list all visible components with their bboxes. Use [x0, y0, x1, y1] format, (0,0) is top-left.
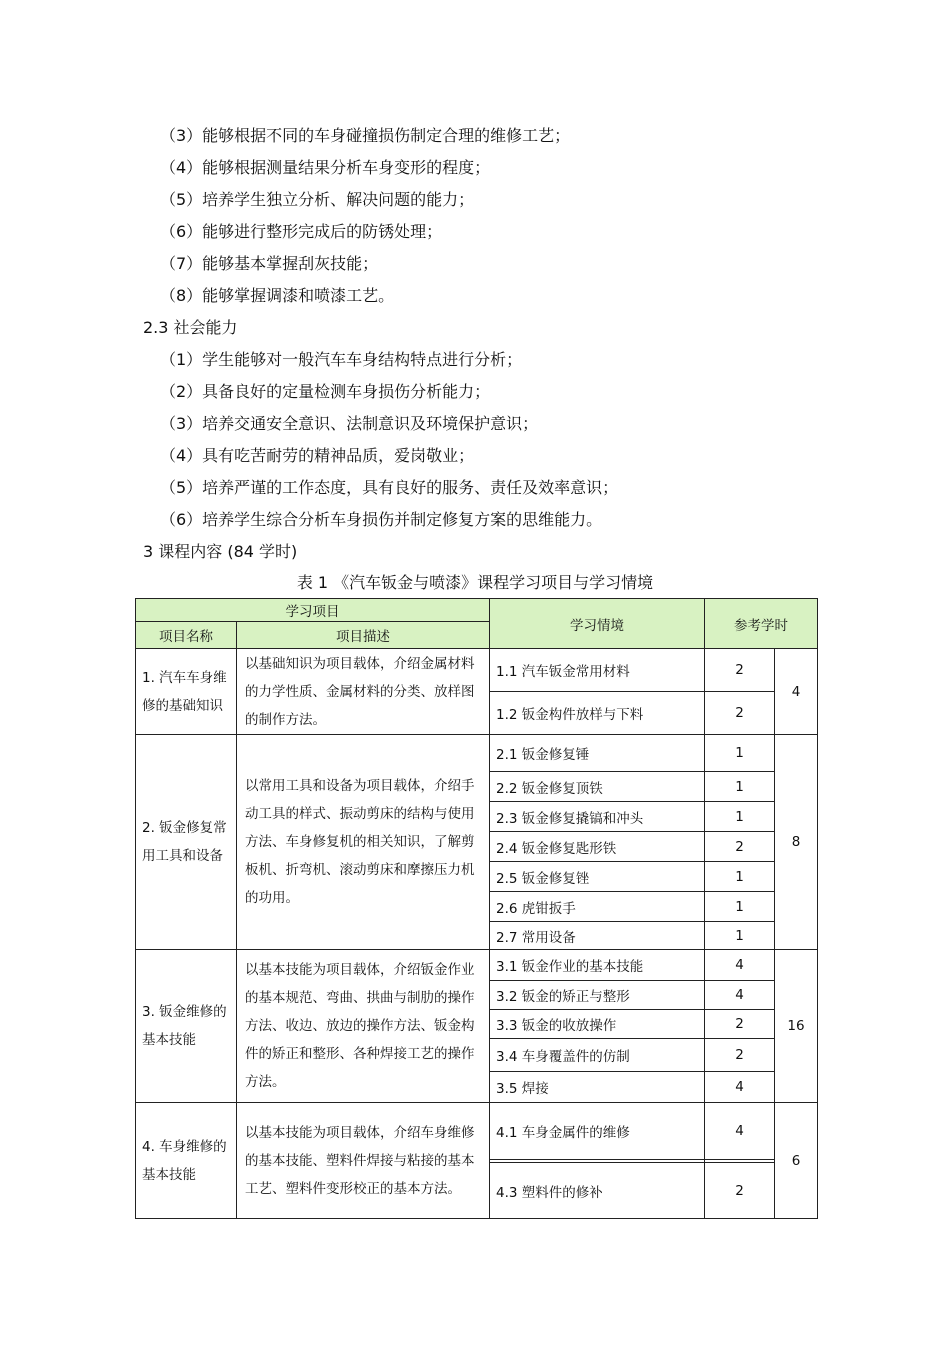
project-description: 以基本技能为项目载体，介绍车身维修的基本技能、塑料件焊接与粘接的基本工艺、塑料件变形校正的基本方法。	[237, 1103, 490, 1219]
table-row	[136, 1103, 818, 1160]
table-row	[136, 735, 818, 772]
situation-cell: 2.6 虎钳扳手	[490, 892, 705, 922]
situation-cell: 1.1 汽车钣金常用材料	[490, 649, 705, 692]
situation-cell: 4.3 塑料件的修补	[490, 1163, 705, 1219]
ability-item: （8）能够掌握调漆和喷漆工艺。	[160, 286, 395, 305]
social-item: （2）具备良好的定量检测车身损伤分析能力；	[160, 382, 491, 401]
project-total-hours: 4	[775, 649, 818, 735]
header-project-description: 项目描述	[237, 622, 490, 649]
section-heading-social: 2.3 社会能力	[143, 318, 238, 337]
section-heading-content: 3 课程内容 (84 学时)	[143, 542, 298, 561]
situation-hours: 2	[705, 1010, 775, 1039]
situation-hours: 4	[705, 1072, 775, 1103]
project-description: 以基础知识为项目载体，介绍金属材料的力学性质、金属材料的分类、放样图的制作方法。	[237, 649, 490, 735]
project-total-hours: 6	[775, 1103, 818, 1219]
project-name: 2. 钣金修复常用工具和设备	[136, 735, 237, 950]
ability-item: （3）能够根据不同的车身碰撞损伤制定合理的维修工艺；	[160, 126, 571, 145]
situation-hours: 1	[705, 922, 775, 950]
table-row	[136, 950, 818, 981]
ability-item: （5）培养学生独立分析、解决问题的能力；	[160, 190, 475, 209]
situation-cell: 3.5 焊接	[490, 1072, 705, 1103]
situation-hours: 4	[705, 981, 775, 1010]
situation-cell: 3.2 钣金的矫正与整形	[490, 981, 705, 1010]
social-item: （5）培养严谨的工作态度，具有良好的服务、责任及效率意识；	[160, 478, 619, 497]
ability-item: （6）能够进行整形完成后的防锈处理；	[160, 222, 443, 241]
situation-hours: 1	[705, 772, 775, 802]
situation-cell: 2.5 钣金修复锉	[490, 862, 705, 892]
situation-hours: 1	[705, 862, 775, 892]
ability-item: （7）能够基本掌握刮灰技能；	[160, 254, 379, 273]
situation-cell: 2.7 常用设备	[490, 922, 705, 950]
situation-hours: 1	[705, 735, 775, 772]
situation-cell: 3.1 钣金作业的基本技能	[490, 950, 705, 981]
header-project-name: 项目名称	[136, 622, 237, 649]
situation-hours: 4	[705, 950, 775, 981]
situation-cell: 3.4 车身覆盖件的仿制	[490, 1039, 705, 1072]
situation-hours: 2	[705, 1039, 775, 1072]
situation-cell: 1.2 钣金构件放样与下料	[490, 692, 705, 735]
situation-cell: 4.1 车身金属件的维修	[490, 1103, 705, 1160]
project-name: 4. 车身维修的基本技能	[136, 1103, 237, 1219]
project-name: 3. 钣金维修的基本技能	[136, 950, 237, 1103]
social-item: （3）培养交通安全意识、法制意识及环境保护意识；	[160, 414, 539, 433]
header-reference-hours: 参考学时	[705, 599, 818, 649]
project-name: 1. 汽车车身维修的基础知识	[136, 649, 237, 735]
situation-cell: 2.1 钣金修复锤	[490, 735, 705, 772]
situation-cell: 3.3 钣金的收放操作	[490, 1010, 705, 1039]
project-description: 以常用工具和设备为项目载体，介绍手动工具的样式、振动剪床的结构与使用方法、车身修复机的相关知识，了解剪板机、折弯机、滚动剪床和摩擦压力机的功用。	[237, 735, 490, 950]
header-learning-project: 学习项目	[136, 599, 490, 622]
table-row	[136, 649, 818, 692]
header-learning-situation: 学习情境	[490, 599, 705, 649]
situation-hours: 2	[705, 832, 775, 862]
situation-hours: 2	[705, 692, 775, 735]
project-total-hours: 16	[775, 950, 818, 1103]
situation-cell: 2.3 钣金修复撬镐和冲头	[490, 802, 705, 832]
situation-cell: 2.4 钣金修复匙形铁	[490, 832, 705, 862]
course-table	[135, 598, 818, 1219]
situation-hours: 1	[705, 802, 775, 832]
ability-item: （4）能够根据测量结果分析车身变形的程度；	[160, 158, 491, 177]
social-item: （1）学生能够对一般汽车车身结构特点进行分析；	[160, 350, 523, 369]
situation-hours: 1	[705, 892, 775, 922]
situation-cell: 2.2 钣金修复顶铁	[490, 772, 705, 802]
situation-hours: 2	[705, 649, 775, 692]
social-item: （6）培养学生综合分析车身损伤并制定修复方案的思维能力。	[160, 510, 603, 529]
table-caption: 表 1 《汽车钣金与喷漆》课程学习项目与学习情境	[296, 573, 654, 592]
project-description: 以基本技能为项目载体，介绍钣金作业的基本规范、弯曲、拱曲与制肋的操作方法、收边、放边的操作方法、钣金构件的矫正和整形、各种焊接工艺的操作方法。	[237, 950, 490, 1103]
situation-hours: 2	[705, 1163, 775, 1219]
project-total-hours: 8	[775, 735, 818, 950]
social-item: （4）具有吃苦耐劳的精神品质，爱岗敬业；	[160, 446, 475, 465]
situation-hours: 4	[705, 1103, 775, 1160]
